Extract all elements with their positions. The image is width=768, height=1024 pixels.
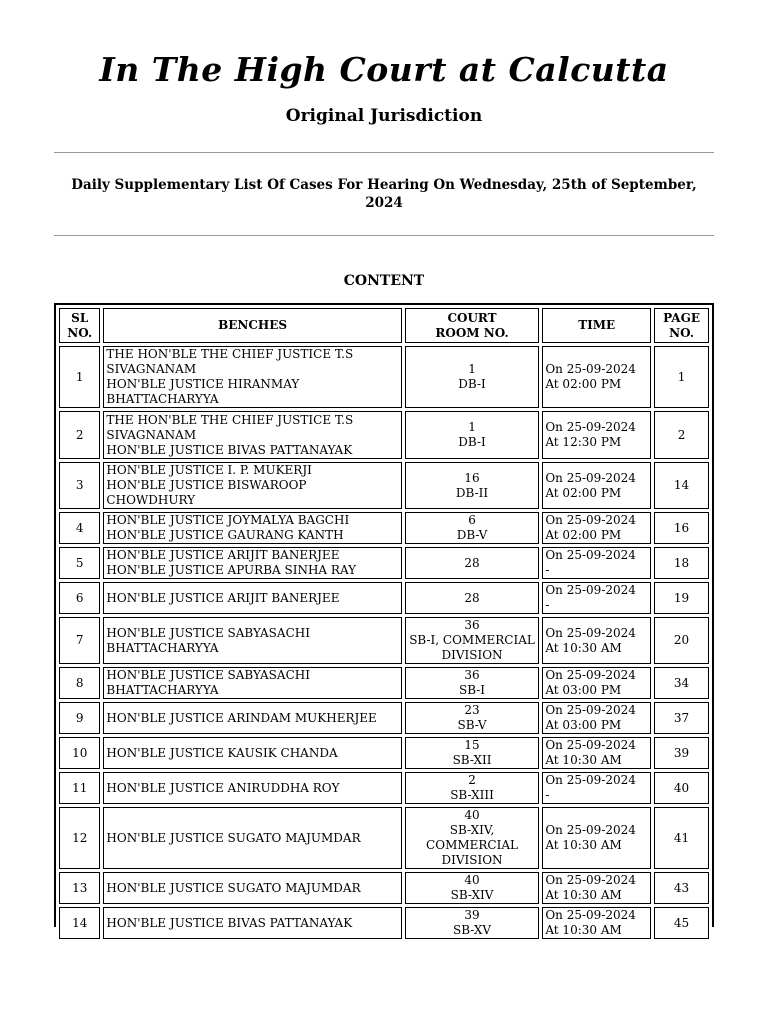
cell-time: On 25-09-2024 At 02:00 PM [542, 462, 651, 509]
cell-sl: 2 [59, 411, 100, 459]
cell-court-room: 28 [405, 547, 540, 579]
cell-time: On 25-09-2024 At 02:00 PM [542, 346, 651, 408]
table-row [59, 872, 709, 904]
cell-bench: HON'BLE JUSTICE SUGATO MAJUMDAR [103, 872, 401, 904]
header-court-room: COURT ROOM NO. [405, 308, 540, 343]
cell-page: 16 [654, 512, 709, 544]
table-row [59, 617, 709, 664]
cell-bench: HON'BLE JUSTICE ANIRUDDHA ROY [103, 772, 401, 804]
cell-court-room: 36 SB-I [405, 667, 540, 699]
cell-sl: 4 [59, 512, 100, 544]
cell-court-room: 2 SB-XIII [405, 772, 540, 804]
cell-bench: HON'BLE JUSTICE SABYASACHI BHATTACHARYYA [103, 617, 401, 664]
cell-time: On 25-09-2024 At 10:30 AM [542, 737, 651, 769]
divider [54, 235, 714, 236]
table-row [59, 346, 709, 408]
table-header-row [59, 308, 709, 343]
cell-page: 2 [654, 411, 709, 459]
cell-sl: 12 [59, 807, 100, 869]
cell-time: On 25-09-2024 At 03:00 PM [542, 702, 651, 734]
cell-court-room: 1 DB-I [405, 411, 540, 459]
header-sl: SL NO. [59, 308, 100, 343]
content-heading: CONTENT [343, 273, 425, 289]
cell-page: 41 [654, 807, 709, 869]
cell-time: On 25-09-2024 At 10:30 AM [542, 617, 651, 664]
cell-bench: HON'BLE JUSTICE SUGATO MAJUMDAR [103, 807, 401, 869]
content-table-wrapper [54, 303, 714, 937]
cell-page: 43 [654, 872, 709, 904]
cell-page: 14 [654, 462, 709, 509]
cell-time: On 25-09-2024 At 03:00 PM [542, 667, 651, 699]
cell-page: 19 [654, 582, 709, 614]
table-row [59, 582, 709, 614]
cell-court-room: 39 SB-XV [405, 907, 540, 939]
cell-sl: 10 [59, 737, 100, 769]
cell-page: 37 [654, 702, 709, 734]
header-benches: BENCHES [103, 308, 401, 343]
table-row [59, 772, 709, 804]
cell-sl: 1 [59, 346, 100, 408]
cell-page: 18 [654, 547, 709, 579]
divider [54, 152, 714, 153]
cell-court-room: 6 DB-V [405, 512, 540, 544]
table-row [59, 807, 709, 869]
cell-court-room: 15 SB-XII [405, 737, 540, 769]
cell-page: 39 [654, 737, 709, 769]
cell-court-room: 1 DB-I [405, 346, 540, 408]
cell-bench: HON'BLE JUSTICE I. P. MUKERJI HON'BLE JUSTICE BISWAROOP CHOWDHURY [103, 462, 401, 509]
court-title: In The High Court at Calcutta [99, 50, 669, 89]
cell-time: On 25-09-2024 - [542, 772, 651, 804]
list-title: Daily Supplementary List Of Cases For Hearing On Wednesday, 25th of September, 2024 [71, 177, 697, 211]
cell-sl: 8 [59, 667, 100, 699]
cell-sl: 14 [59, 907, 100, 939]
cell-page: 1 [654, 346, 709, 408]
cell-bench: HON'BLE JUSTICE SABYASACHI BHATTACHARYYA [103, 667, 401, 699]
cell-court-room: 40 SB-XIV, COMMERCIAL DIVISION [405, 807, 540, 869]
cell-time: On 25-09-2024 At 10:30 AM [542, 907, 651, 939]
cell-court-room: 28 [405, 582, 540, 614]
cell-sl: 13 [59, 872, 100, 904]
cell-sl: 6 [59, 582, 100, 614]
cell-sl: 5 [59, 547, 100, 579]
cell-sl: 9 [59, 702, 100, 734]
cell-court-room: 36 SB-I, COMMERCIAL DIVISION [405, 617, 540, 664]
table-row [59, 411, 709, 459]
cell-time: On 25-09-2024 - [542, 547, 651, 579]
table-row [59, 462, 709, 509]
jurisdiction-heading: Original Jurisdiction [285, 106, 483, 126]
header-time: TIME [542, 308, 651, 343]
cell-bench: HON'BLE JUSTICE JOYMALYA BAGCHI HON'BLE JUSTICE GAURANG KANTH [103, 512, 401, 544]
cell-page: 40 [654, 772, 709, 804]
table-row [59, 667, 709, 699]
cell-court-room: 40 SB-XIV [405, 872, 540, 904]
table-row [59, 512, 709, 544]
cell-sl: 3 [59, 462, 100, 509]
cell-time: On 25-09-2024 At 10:30 AM [542, 872, 651, 904]
cell-court-room: 23 SB-V [405, 702, 540, 734]
cell-bench: HON'BLE JUSTICE ARINDAM MUKHERJEE [103, 702, 401, 734]
cell-bench: HON'BLE JUSTICE BIVAS PATTANAYAK [103, 907, 401, 939]
table-row [59, 547, 709, 579]
cell-court-room: 16 DB-II [405, 462, 540, 509]
cell-page: 20 [654, 617, 709, 664]
cell-page: 45 [654, 907, 709, 939]
cell-bench: THE HON'BLE THE CHIEF JUSTICE T.S SIVAGNANAM HON'BLE JUSTICE BIVAS PATTANAYAK [103, 411, 401, 459]
cell-time: On 25-09-2024 At 12:30 PM [542, 411, 651, 459]
cell-bench: HON'BLE JUSTICE KAUSIK CHANDA [103, 737, 401, 769]
cell-bench: THE HON'BLE THE CHIEF JUSTICE T.S SIVAGNANAM HON'BLE JUSTICE HIRANMAY BHATTACHARYYA [103, 346, 401, 408]
content-table [56, 305, 712, 942]
cell-bench: HON'BLE JUSTICE ARIJIT BANERJEE HON'BLE JUSTICE APURBA SINHA RAY [103, 547, 401, 579]
table-row [59, 702, 709, 734]
cell-sl: 11 [59, 772, 100, 804]
header-page: PAGE NO. [654, 308, 709, 343]
cell-time: On 25-09-2024 At 10:30 AM [542, 807, 651, 869]
cell-bench: HON'BLE JUSTICE ARIJIT BANERJEE [103, 582, 401, 614]
cell-time: On 25-09-2024 - [542, 582, 651, 614]
cell-time: On 25-09-2024 At 02:00 PM [542, 512, 651, 544]
cell-page: 34 [654, 667, 709, 699]
table-row [59, 907, 709, 939]
table-row [59, 737, 709, 769]
cell-sl: 7 [59, 617, 100, 664]
